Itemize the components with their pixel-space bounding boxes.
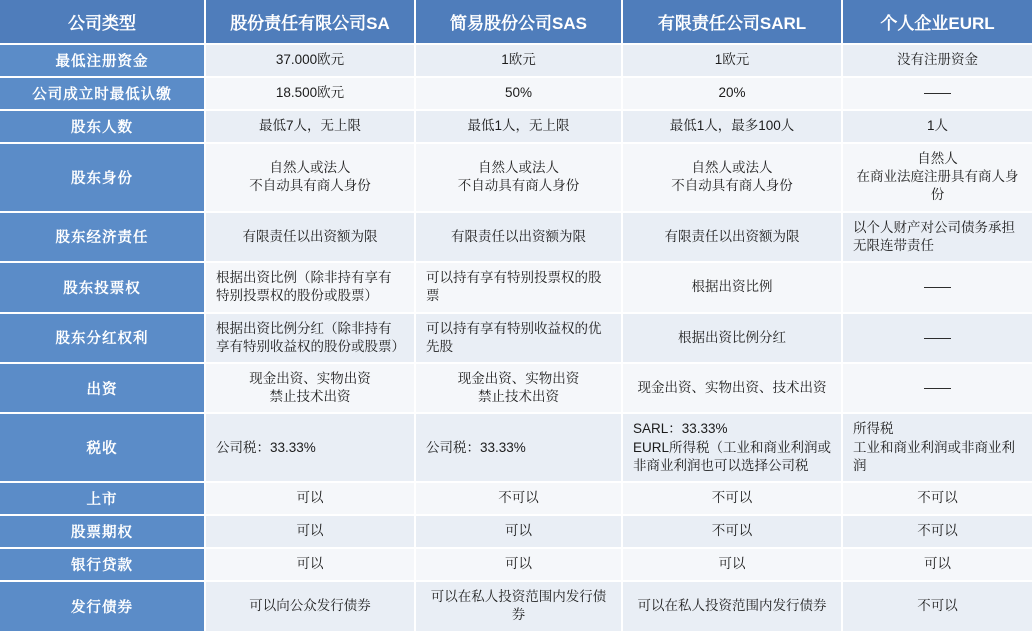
table-cell: 50% <box>415 77 622 110</box>
table-cell: SARL：33.33% EURL所得税（工业和商业利润或非商业利润也可以选择公司税 <box>622 413 842 482</box>
table-cell: 有限责任以出资额为限 <box>622 212 842 262</box>
table-cell: 根据出资比例分红（除非持有享有特别收益权的股份或股票） <box>205 313 415 363</box>
table-cell: 根据出资比例 <box>622 262 842 312</box>
table-row <box>0 581 1032 631</box>
table-cell: —— <box>842 363 1032 413</box>
table-cell: 现金出资、实物出资 禁止技术出资 <box>415 363 622 413</box>
table-cell: 可以 <box>205 482 415 515</box>
table-cell: 可以向公众发行债券 <box>205 581 415 631</box>
table-cell: 37.000欧元 <box>205 44 415 77</box>
table-cell: 可以持有享有特别投票权的股票 <box>415 262 622 312</box>
row-header-cell: 股票期权 <box>0 515 205 548</box>
header-cell-sa: 股份责任有限公司SA <box>205 0 415 44</box>
table-row <box>0 363 1032 413</box>
table-row <box>0 262 1032 312</box>
table-cell: 不可以 <box>842 515 1032 548</box>
table-cell: 可以 <box>205 515 415 548</box>
table-row <box>0 515 1032 548</box>
header-cell-sarl: 有限责任公司SARL <box>622 0 842 44</box>
table-cell: 可以 <box>415 548 622 581</box>
table-cell: 1欧元 <box>415 44 622 77</box>
table-row <box>0 212 1032 262</box>
row-header-cell: 上市 <box>0 482 205 515</box>
header-cell-company-type: 公司类型 <box>0 0 205 44</box>
table-row <box>0 110 1032 143</box>
table-cell: 自然人或法人 不自动具有商人身份 <box>205 143 415 212</box>
table-cell: 现金出资、实物出资 禁止技术出资 <box>205 363 415 413</box>
table-cell: 自然人或法人 不自动具有商人身份 <box>415 143 622 212</box>
row-header-cell: 股东人数 <box>0 110 205 143</box>
table-cell: 不可以 <box>622 515 842 548</box>
table-cell: 根据出资比例分红 <box>622 313 842 363</box>
table-cell: 可以在私人投资范围内发行债券 <box>622 581 842 631</box>
header-cell-eurl: 个人企业EURL <box>842 0 1032 44</box>
header-cell-sas: 简易股份公司SAS <box>415 0 622 44</box>
table-cell: 不可以 <box>842 581 1032 631</box>
table-cell: 1欧元 <box>622 44 842 77</box>
table-cell: —— <box>842 313 1032 363</box>
table-cell: 可以 <box>842 548 1032 581</box>
table-cell: 最低1人，最多100人 <box>622 110 842 143</box>
table-body <box>0 44 1032 632</box>
table-cell: 可以在私人投资范围内发行债券 <box>415 581 622 631</box>
table-cell: 可以 <box>205 548 415 581</box>
row-header-cell: 发行债券 <box>0 581 205 631</box>
table-cell: 自然人 在商业法庭注册具有商人身份 <box>842 143 1032 212</box>
row-header-cell: 股东经济责任 <box>0 212 205 262</box>
table-cell: 有限责任以出资额为限 <box>205 212 415 262</box>
table-cell: 不可以 <box>415 482 622 515</box>
table-cell: 可以 <box>415 515 622 548</box>
table-row <box>0 413 1032 482</box>
table-cell: —— <box>842 77 1032 110</box>
table-row <box>0 143 1032 212</box>
table-cell: 不可以 <box>622 482 842 515</box>
row-header-cell: 出资 <box>0 363 205 413</box>
table-row <box>0 77 1032 110</box>
table-cell: 根据出资比例（除非持有享有特别投票权的股份或股票） <box>205 262 415 312</box>
table-row <box>0 482 1032 515</box>
row-header-cell: 公司成立时最低认缴 <box>0 77 205 110</box>
table-row <box>0 548 1032 581</box>
table-cell: 以个人财产对公司债务承担无限连带责任 <box>842 212 1032 262</box>
row-header-cell: 股东身份 <box>0 143 205 212</box>
table-cell: 20% <box>622 77 842 110</box>
table-cell: —— <box>842 262 1032 312</box>
table-cell: 不可以 <box>842 482 1032 515</box>
table-cell: 自然人或法人 不自动具有商人身份 <box>622 143 842 212</box>
table-cell: 有限责任以出资额为限 <box>415 212 622 262</box>
table-cell: 1人 <box>842 110 1032 143</box>
table-cell: 公司税：33.33% <box>415 413 622 482</box>
table-row <box>0 313 1032 363</box>
header-row <box>0 0 1032 44</box>
table-cell: 可以 <box>622 548 842 581</box>
row-header-cell: 银行贷款 <box>0 548 205 581</box>
table-cell: 现金出资、实物出资、技术出资 <box>622 363 842 413</box>
row-header-cell: 股东分红权利 <box>0 313 205 363</box>
table-row <box>0 44 1032 77</box>
table-cell: 最低7人，无上限 <box>205 110 415 143</box>
table-header <box>0 0 1032 44</box>
table-cell: 最低1人，无上限 <box>415 110 622 143</box>
row-header-cell: 最低注册资金 <box>0 44 205 77</box>
row-header-cell: 股东投票权 <box>0 262 205 312</box>
row-header-cell: 税收 <box>0 413 205 482</box>
table-cell: 所得税 工业和商业利润或非商业利润 <box>842 413 1032 482</box>
table-cell: 18.500欧元 <box>205 77 415 110</box>
table-cell: 可以持有享有特别收益权的优先股 <box>415 313 622 363</box>
table-cell: 没有注册资金 <box>842 44 1032 77</box>
table-cell: 公司税：33.33% <box>205 413 415 482</box>
